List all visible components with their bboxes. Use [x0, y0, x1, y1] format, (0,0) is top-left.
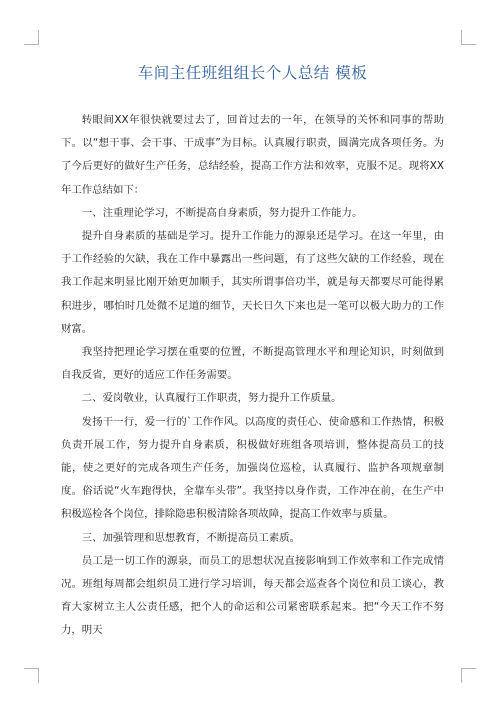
- paragraph-section-2-body: 发扬干一行，爱一行的`工作作风。以高度的责任心、使命感和工作热情，积极负责开展工作，努力提升自身素质，积极做好班组各项培训，整体提高员工的技能，使之更好的完成各项生产任务，加强岗位巡检，认真履行、监护各项规章制度。俗话说“火车跑得快，全靠车头带”。我坚持以身作责，工作冲在前，在生产中积极巡检各个岗位，排除隐患积极清除各项故障，提高工作效率与质量。: [61, 415, 444, 521]
- crop-mark-top-right: [461, 30, 476, 45]
- paragraph-section-1-heading: 一、注重理论学习，不断提高自身素质，努力提升工作能力。: [81, 206, 363, 219]
- paragraph-section-2-heading: 二、爱岗敬业，认真履行工作职责，努力提升工作质量。: [81, 392, 342, 405]
- crop-mark-bottom-left: [24, 668, 39, 683]
- document-title: 车间主任班组组长个人总结 模板: [137, 64, 368, 82]
- paragraph-section-1-body-2: 我坚持把理论学习摆在重要的位置，不断提高管理水平和理论知识，时刻做到自我反省，更好的适应工作任务需要。: [61, 346, 444, 382]
- paragraph-section-3-body: 员工是一切工作的源泉，而员工的思想状况直接影响到工作效率和工作完成情况。班组每周都会组织员工进行学习培训，每天都会巡查各个岗位和员工谈心，教育大家树立主人公责任感，把个人的命运和公司紧密联系起来。把“今天工作不努力，明天: [61, 554, 444, 637]
- crop-mark-top-left: [24, 30, 39, 45]
- document-page: [61, 61, 444, 643]
- crop-mark-bottom-right: [461, 668, 476, 683]
- paragraph-section-1-body-1: 提升自身素质的基础是学习。提升工作能力的源泉还是学习。在这一年里，由于工作经验的欠缺，我在工作中暴露出一些问题，有了这些欠缺的工作经验，现在我工作起来明显比刚开始更加顺手，其实所谓事倍功半，就是每天都要尽可能得累积进步，哪怕时几处微不足道的细节，天长日久下来也是一笔可以极大助力的工作财富。: [61, 230, 444, 335]
- paragraph-section-3-heading: 三、加强管理和思想教育，不断提高员工素质。: [81, 531, 300, 544]
- paragraph-intro: 转眼间XX年很快就要过去了，回首过去的一年，在领导的关怀和同事的帮助下。以“想干事、会干事、干成事”为目标。认真履行职责，圆满完成各项任务。为了今后更好的做好生产任务，总结经验，提高工作方法和效率，克服不足。现将XX年工作总结如下：: [61, 114, 444, 196]
